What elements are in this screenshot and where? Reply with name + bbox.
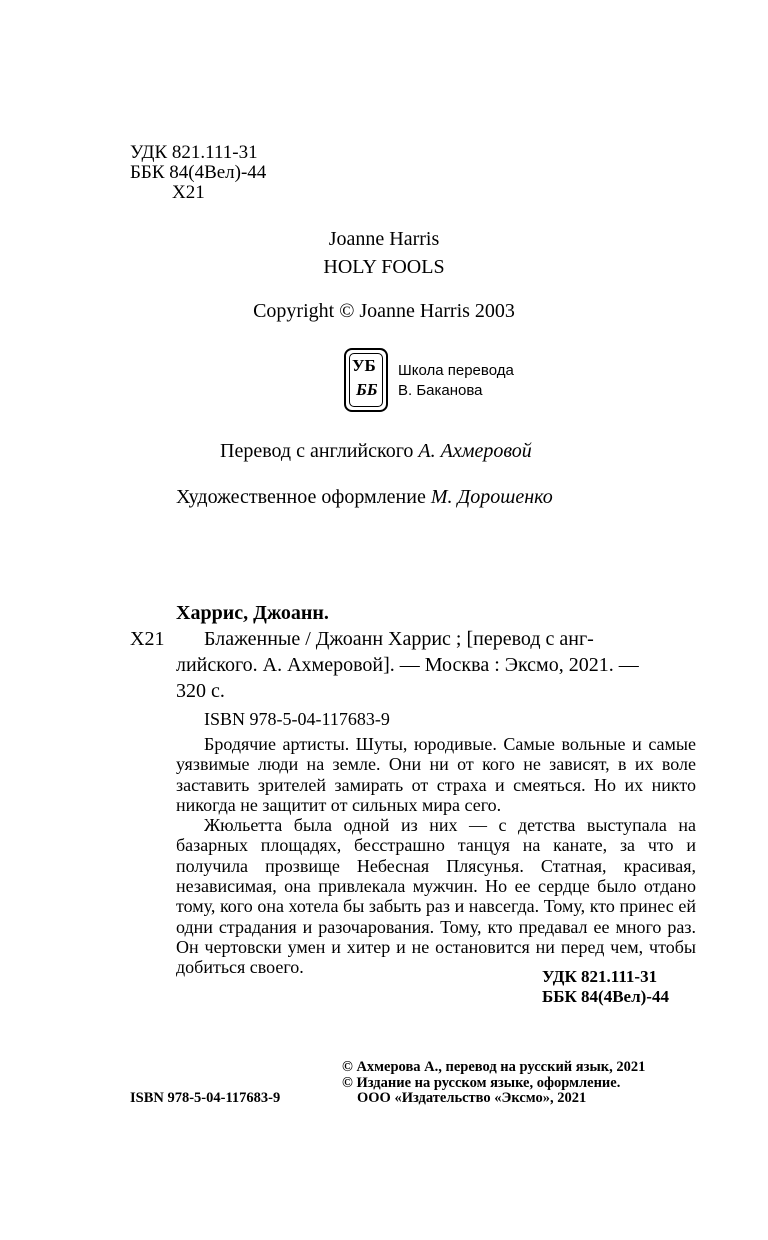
bib-line-1: Блаженные / Джоанн Харрис ; [перевод с анг-	[204, 628, 594, 650]
copyright-edition: © Издание на русском языке, оформление.	[342, 1075, 621, 1091]
logo-caption-line2: В. Баканова	[398, 382, 483, 399]
translation-credit	[220, 440, 532, 463]
abstract	[176, 734, 696, 978]
bib-heading: Харрис, Джоанн.	[176, 602, 329, 624]
footer-udk: УДК 821.111-31	[542, 967, 658, 986]
copyright-line: Copyright © Joanne Harris 2003	[253, 300, 515, 322]
bib-isbn: ISBN 978-5-04-117683-9	[204, 709, 390, 729]
designer-name: М. Дорошенко	[430, 486, 553, 508]
translation-school-logo	[344, 348, 388, 412]
bib-line-2: лийского. А. Ахмеровой]. — Москва : Эксмо, 2021. —	[176, 654, 639, 676]
logo-letters-bottom: ББ	[356, 380, 378, 399]
original-author: Joanne Harris	[328, 228, 440, 250]
footer-bbk: ББК 84(4Вел)-44	[542, 987, 669, 1006]
abstract-paragraph-2: Жюльетта была одной из них — с детства выступала на базарных площадях, бесстрашно танцуя на канате, за что и получила прозвище Небесная Плясунья. Статная, красивая, независимая, она привлекала мужчин. Но ее сердце было отдано тому, кого она хотела бы забыть раз и навсегда. Тому, кто принес ей одни страдания и разочарования. Тому, кто предавал ее много раз. Он чертовски умен и хитер и не остановится ни перед чем, чтобы добиться своего.	[176, 815, 696, 978]
footer-isbn: ISBN 978-5-04-117683-9	[130, 1090, 281, 1106]
translator-name: А. Ахмеровой	[418, 440, 532, 462]
logo-letters-top: УБ	[352, 356, 376, 375]
abstract-paragraph-1: Бродячие артисты. Шуты, юродивые. Самые вольные и самые уязвимые люди на земле. Они ни от кого не зависят, в их воле заставить зрителей замирать от страха и смеяться. Но их никто никогда не защитит от сильных мира сего.	[176, 734, 696, 815]
author-mark: Х21	[172, 182, 205, 203]
bbk-code: ББК 84(4Вел)-44	[130, 162, 267, 183]
original-title: HOLY FOOLS	[323, 256, 445, 278]
copyright-publisher: ООО «Издательство «Эксмо», 2021	[357, 1090, 587, 1106]
logo-caption	[398, 361, 514, 401]
bib-line-3: 320 с.	[176, 680, 225, 702]
bib-mark: Х21	[130, 628, 165, 650]
design-credit	[176, 486, 553, 509]
copyright-translation: © Ахмерова А., перевод на русский язык, 2021	[342, 1059, 646, 1075]
translation-prefix: Перевод с английского	[220, 440, 414, 462]
logo-caption-line1: Школа перевода	[398, 362, 514, 379]
udk-code: УДК 821.111-31	[130, 142, 258, 163]
design-prefix: Художественное оформление	[176, 486, 426, 508]
